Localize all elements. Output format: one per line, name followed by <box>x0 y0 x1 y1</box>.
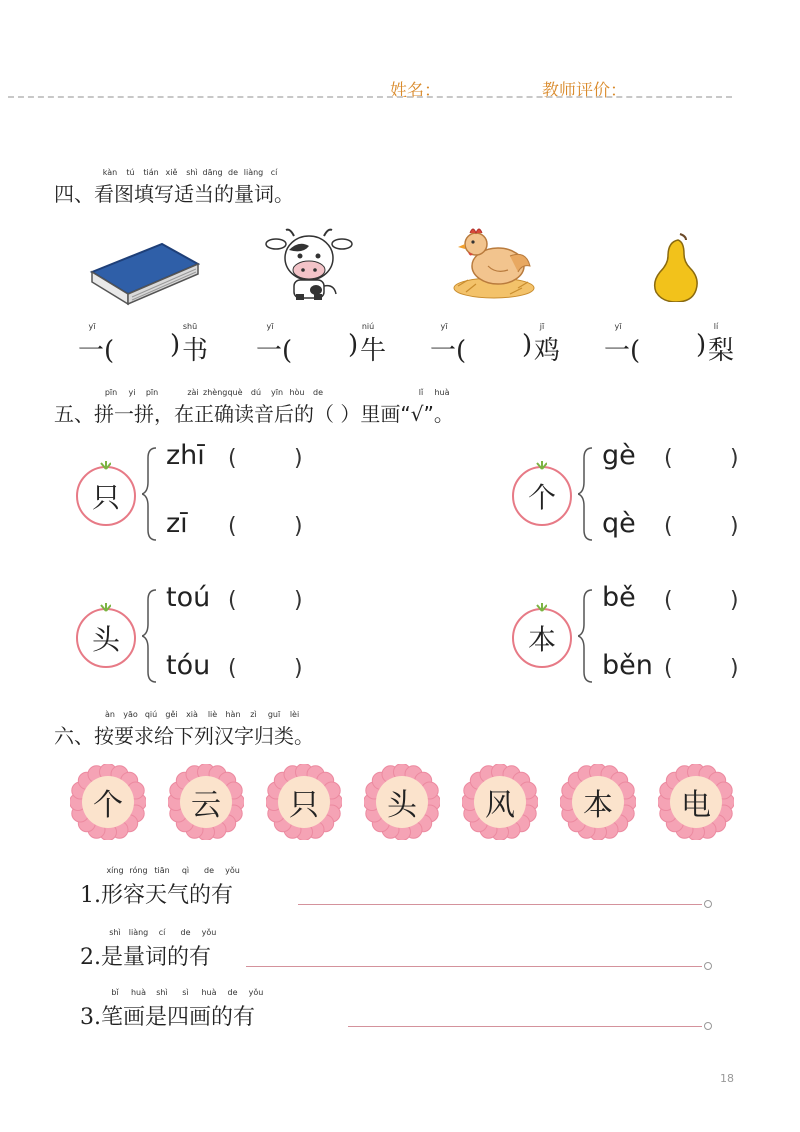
flower-center <box>670 776 722 828</box>
line-end-dot <box>704 1022 712 1030</box>
char-circle <box>512 466 572 526</box>
pinyin-annotation: huà <box>130 988 147 997</box>
close-paren: ) <box>696 330 707 360</box>
brace-icon <box>578 446 594 542</box>
answer-paren-open: ( <box>664 588 673 613</box>
answer-paren-close: ) <box>294 656 303 681</box>
page-number: 18 <box>720 1072 734 1085</box>
flower-char: 电 <box>681 788 711 823</box>
answer-paren-close: ) <box>294 514 303 539</box>
line-end-dot <box>704 962 712 970</box>
pinyin-annotation: xiě <box>165 168 178 177</box>
pinyin-annotation: de <box>204 866 214 875</box>
yi-paren: 一( <box>430 336 467 366</box>
answer-paren-close: ) <box>730 656 739 681</box>
char-circle <box>76 608 136 668</box>
flower-badge <box>658 764 734 840</box>
leaf-icon <box>535 460 547 470</box>
noun-pinyin: shū <box>182 322 198 331</box>
circle-char: 头 <box>91 623 120 656</box>
close-paren: ) <box>348 330 359 360</box>
answer-line <box>298 904 702 905</box>
flower-center <box>82 776 134 828</box>
pinyin-option: bě <box>602 582 636 613</box>
q4-title: 四、看图填写适当的量词。 <box>54 182 294 206</box>
yi-pinyin: yī <box>440 322 448 331</box>
answer-paren-close: ) <box>730 514 739 539</box>
circle-char: 本 <box>527 623 556 656</box>
pinyin-annotation: àn <box>105 710 115 719</box>
flower-char: 头 <box>387 788 417 823</box>
pinyin-annotation: tián <box>143 168 159 177</box>
pinyin-annotation: hòu <box>289 388 305 397</box>
pinyin-annotation: dú <box>250 388 262 397</box>
pinyin-option: qè <box>602 508 636 539</box>
flower-char: 个 <box>93 788 123 823</box>
answer-paren-close: ) <box>730 588 739 613</box>
pinyin-annotation: de <box>180 928 191 937</box>
yi-paren: 一( <box>78 336 115 366</box>
pinyin-annotation: pīn <box>104 388 118 397</box>
pinyin-annotation: huà <box>201 988 217 997</box>
answer-paren-open: ( <box>664 514 673 539</box>
line-end-dot <box>704 900 712 908</box>
pinyin-annotation: qì <box>181 866 190 875</box>
pinyin-annotation: shì <box>109 928 121 937</box>
flower-badge <box>266 764 342 840</box>
leaf-icon <box>99 460 111 470</box>
pinyin-annotation: hàn <box>225 710 241 719</box>
flower-center <box>572 776 624 828</box>
pinyin-annotation: yǒu <box>248 988 264 997</box>
pinyin-option: zhī <box>166 440 205 471</box>
pinyin-annotation: zhèng <box>203 388 228 397</box>
pinyin-annotation: bǐ <box>111 988 119 997</box>
yi-pinyin: yī <box>88 322 96 331</box>
flower-char: 云 <box>191 788 221 823</box>
yi-paren: 一( <box>256 336 293 366</box>
pinyin-annotation: cí <box>158 928 166 937</box>
yi-paren: 一( <box>604 336 641 366</box>
teacher-evaluation-label: 教师评价： <box>542 81 627 101</box>
char-circle <box>76 466 136 526</box>
pinyin-annotation: de <box>227 988 238 997</box>
flower-badge <box>364 764 440 840</box>
brace-icon <box>578 588 594 684</box>
pinyin-annotation: yīn <box>270 388 284 397</box>
char-circle <box>512 608 572 668</box>
pinyin-annotation: zì <box>250 710 257 719</box>
leaf-icon <box>99 602 111 612</box>
pinyin-annotation: liè <box>207 710 218 719</box>
answer-prompt: 2.是量词的有 <box>80 945 211 970</box>
pinyin-annotation: pīn <box>145 388 159 397</box>
pinyin-annotation: xià <box>186 710 198 719</box>
pinyin-annotation: qiú <box>144 710 158 719</box>
brace-icon <box>142 588 158 684</box>
pinyin-option: tóu <box>166 650 211 681</box>
close-paren: ) <box>522 330 533 360</box>
flower-char: 风 <box>485 788 515 823</box>
flower-char: 只 <box>289 788 319 823</box>
answer-paren-close: ) <box>294 588 303 613</box>
answer-paren-close: ) <box>730 446 739 471</box>
answer-paren-open: ( <box>664 446 673 471</box>
brace-icon <box>142 446 158 542</box>
yi-pinyin: yī <box>614 322 622 331</box>
leaf-icon <box>535 602 547 612</box>
pinyin-annotation: liàng <box>243 168 264 177</box>
flower-badge <box>560 764 636 840</box>
close-paren: ) <box>170 330 181 360</box>
answer-line <box>348 1026 702 1027</box>
pinyin-option: gè <box>602 440 636 471</box>
circle-char: 只 <box>91 481 120 514</box>
pinyin-option: zī <box>166 508 188 539</box>
pinyin-annotation: zài <box>187 388 199 397</box>
pinyin-annotation: yǒu <box>225 866 240 875</box>
pinyin-annotation: lèi <box>289 710 300 719</box>
answer-paren-open: ( <box>228 656 237 681</box>
pinyin-annotation: tiān <box>154 866 170 875</box>
circle-char: 个 <box>527 481 556 514</box>
noun-char: 梨 <box>708 336 735 366</box>
flower-center <box>376 776 428 828</box>
flower-center <box>278 776 330 828</box>
pinyin-annotation: tú <box>126 168 135 177</box>
q5-title: 五、拼一拼，在正确读音后的（ ）里画“√”。 <box>54 402 454 426</box>
answer-prompt: 3.笔画是四画的有 <box>80 1005 255 1030</box>
pinyin-annotation: róng <box>129 866 148 875</box>
flower-center <box>474 776 526 828</box>
pinyin-annotation: yāo <box>123 710 138 719</box>
pinyin-annotation: gěi <box>165 710 178 719</box>
header-divider <box>8 96 732 98</box>
pinyin-annotation: guī <box>267 710 281 719</box>
pinyin-annotation: yǒu <box>201 928 217 937</box>
pinyin-annotation: liàng <box>128 928 149 937</box>
answer-paren-open: ( <box>228 514 237 539</box>
flower-char: 本 <box>583 788 613 823</box>
flower-badge <box>462 764 538 840</box>
pinyin-annotation: cí <box>270 168 278 177</box>
pinyin-annotation: yi <box>128 388 136 397</box>
pear-icon <box>650 232 698 302</box>
q6-title: 六、按要求给下列汉字归类。 <box>54 724 314 748</box>
pinyin-annotation: xíng <box>106 866 124 875</box>
name-label: 姓名： <box>390 81 441 101</box>
answer-paren-open: ( <box>228 588 237 613</box>
flower-center <box>180 776 232 828</box>
noun-pinyin: jī <box>539 322 545 331</box>
noun-pinyin: niú <box>361 322 375 331</box>
flower-badge <box>70 764 146 840</box>
answer-paren-open: ( <box>664 656 673 681</box>
answer-prompt: 1.形容天气的有 <box>80 883 233 908</box>
pinyin-option: toú <box>166 582 211 613</box>
answer-paren-close: ) <box>294 446 303 471</box>
pinyin-annotation: shì <box>156 988 168 997</box>
book-icon <box>88 236 200 308</box>
pinyin-annotation: huà <box>434 388 450 397</box>
noun-char: 鸡 <box>534 336 561 366</box>
yi-pinyin: yī <box>266 322 274 331</box>
pinyin-annotation: dāng <box>202 168 223 177</box>
answer-line <box>246 966 702 967</box>
hen-icon <box>452 222 536 302</box>
pinyin-annotation: de <box>228 168 238 177</box>
flower-badge <box>168 764 244 840</box>
noun-char: 牛 <box>360 336 387 366</box>
pinyin-annotation: kàn <box>102 168 118 177</box>
pinyin-annotation: què <box>227 388 243 397</box>
pinyin-annotation: sì <box>182 988 189 997</box>
cow-icon <box>264 224 354 304</box>
noun-char: 书 <box>182 336 209 366</box>
pinyin-annotation: de <box>313 388 323 397</box>
noun-pinyin: lí <box>713 322 719 331</box>
pinyin-option: běn <box>602 650 653 681</box>
answer-paren-open: ( <box>228 446 237 471</box>
pinyin-annotation: shì <box>186 168 198 177</box>
pinyin-annotation: lǐ <box>418 388 424 397</box>
